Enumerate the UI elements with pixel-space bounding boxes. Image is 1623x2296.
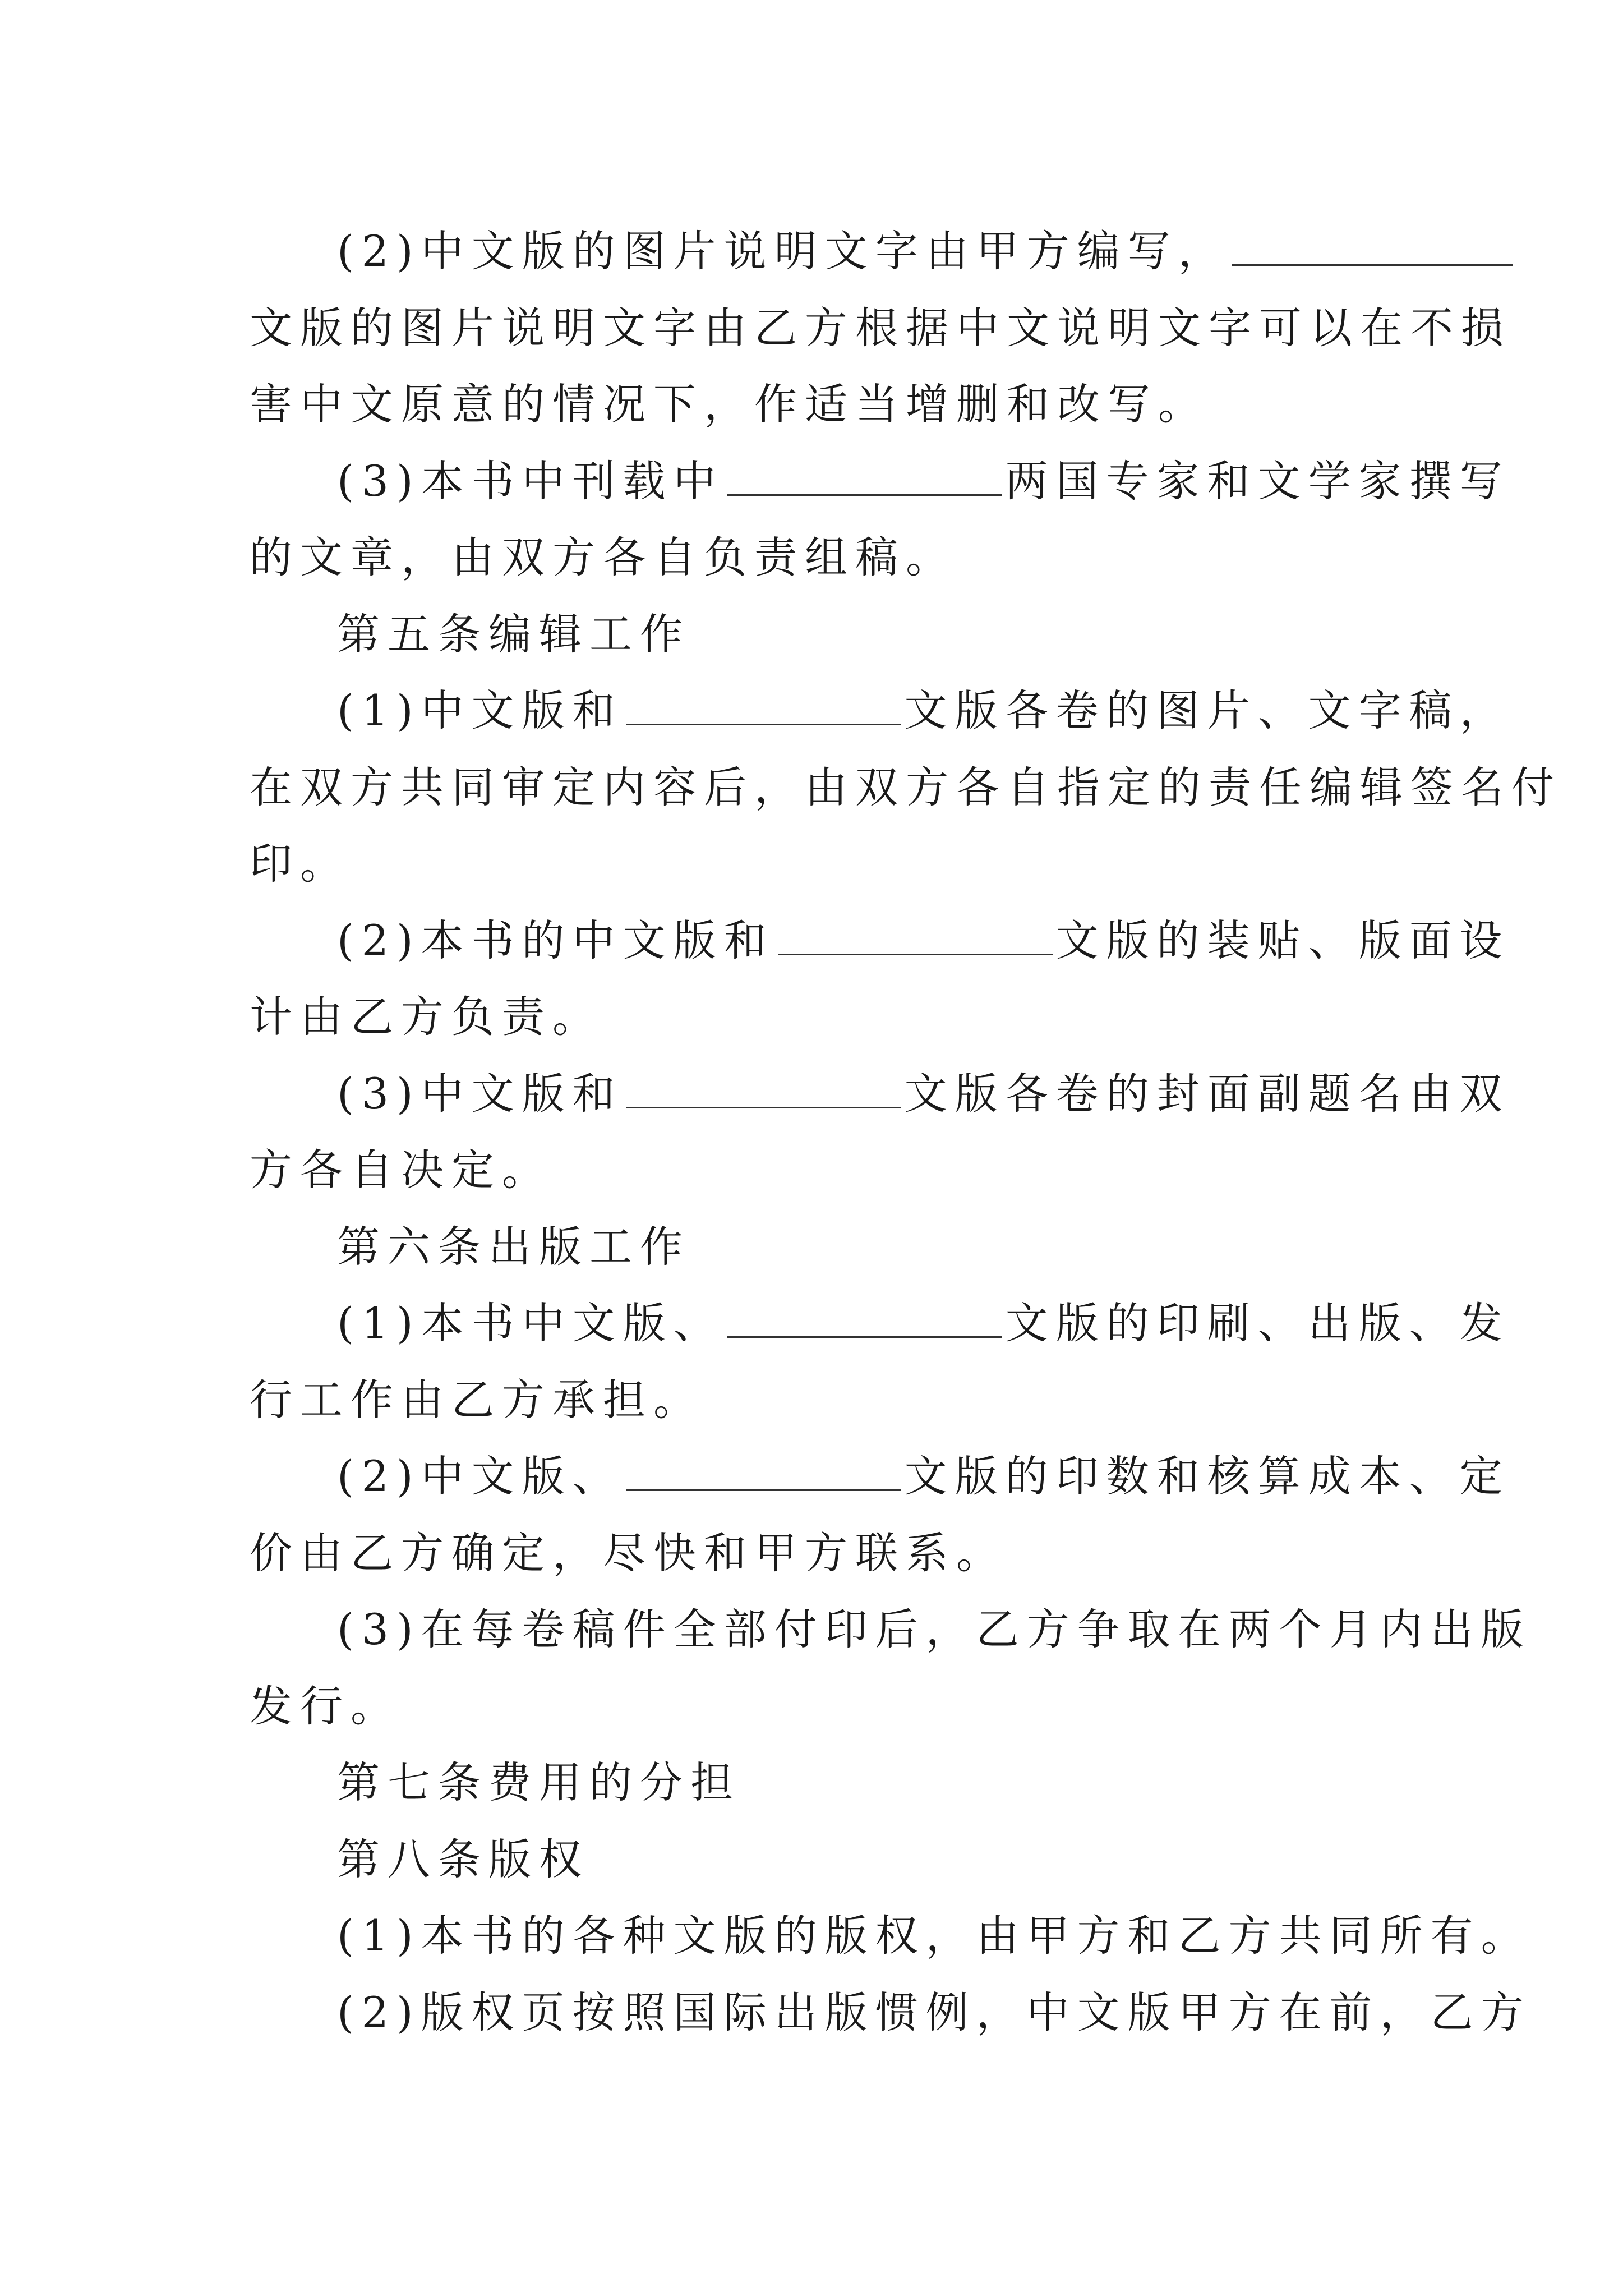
fill-in-blank[interactable] — [626, 690, 901, 725]
text-line: 在双方共同审定内容后，由双方各自指定的责任编辑签名付 — [250, 762, 1562, 812]
text-line: 计由乙方负责。 — [250, 992, 603, 1042]
text-segment: 两国专家和文学家撰写 — [1005, 455, 1510, 506]
text-segment: (2)中文版的图片说明文字由甲方编写， — [337, 226, 1229, 276]
contract-body — [250, 213, 1562, 2051]
clause-5-2-line — [250, 903, 1510, 979]
fill-in-blank[interactable] — [727, 461, 1002, 496]
clause-4-3-line — [250, 443, 1510, 520]
text-segment: 文版各卷的图片、文字稿， — [904, 685, 1510, 735]
text-line: 发行。 — [250, 1681, 401, 1731]
fill-in-blank[interactable] — [727, 1303, 1002, 1338]
text-line: 文版的图片说明文字由乙方根据中文说明文字可以在不损 — [250, 302, 1511, 353]
fill-in-blank[interactable] — [778, 920, 1053, 955]
text-line: 行工作由乙方承担。 — [250, 1374, 704, 1425]
fill-in-blank[interactable] — [1232, 231, 1513, 266]
article-5-heading: 第五条编辑工作 — [337, 609, 690, 659]
text-line: 害中文原意的情况下，作适当增删和改写。 — [250, 379, 1209, 429]
text-line: 方各自决定。 — [250, 1145, 552, 1195]
text-segment: (2)中文版、 — [337, 1451, 623, 1501]
clause-5-1-line — [250, 673, 1510, 749]
text-line: 的文章，由双方各自负责组稿。 — [250, 532, 956, 582]
text-segment: (3)中文版和 — [337, 1068, 623, 1119]
text-line: 印。 — [250, 839, 351, 889]
article-7-heading: 第七条费用的分担 — [337, 1757, 741, 1807]
article-6-heading: 第六条出版工作 — [337, 1221, 690, 1272]
clause-6-1-line — [250, 1285, 1510, 1362]
clause-4-2-line — [250, 213, 1388, 290]
text-segment: 文版的装贴、版面设 — [1055, 915, 1510, 965]
text-line: 价由乙方确定，尽快和甲方联系。 — [250, 1527, 1007, 1578]
clause-8-1-line: (1)本书的各种文版的版权，由甲方和乙方共同所有。 — [337, 1911, 1532, 1961]
clause-6-2-line — [250, 1438, 1510, 1515]
text-segment: 文版的印刷、出版、发 — [1005, 1298, 1510, 1348]
text-segment: (3)本书中刊载中 — [337, 455, 724, 506]
text-segment: (2)本书的中文版和 — [337, 915, 774, 965]
clause-5-3-line — [250, 1056, 1510, 1133]
clause-6-3-line: (3)在每卷稿件全部付印后，乙方争取在两个月内出版 — [337, 1604, 1532, 1654]
clause-8-2-line: (2)版权页按照国际出版惯例，中文版甲方在前，乙方 — [337, 1987, 1532, 2037]
text-segment: 文版各卷的封面副题名由双 — [904, 1068, 1510, 1119]
text-segment: (1)中文版和 — [337, 685, 623, 735]
text-segment: (1)本书中文版、 — [337, 1298, 724, 1348]
text-segment: 文版的印数和核算成本、定 — [904, 1451, 1510, 1501]
fill-in-blank[interactable] — [626, 1456, 901, 1491]
fill-in-blank[interactable] — [626, 1073, 901, 1108]
article-8-heading: 第八条版权 — [337, 1834, 589, 1884]
